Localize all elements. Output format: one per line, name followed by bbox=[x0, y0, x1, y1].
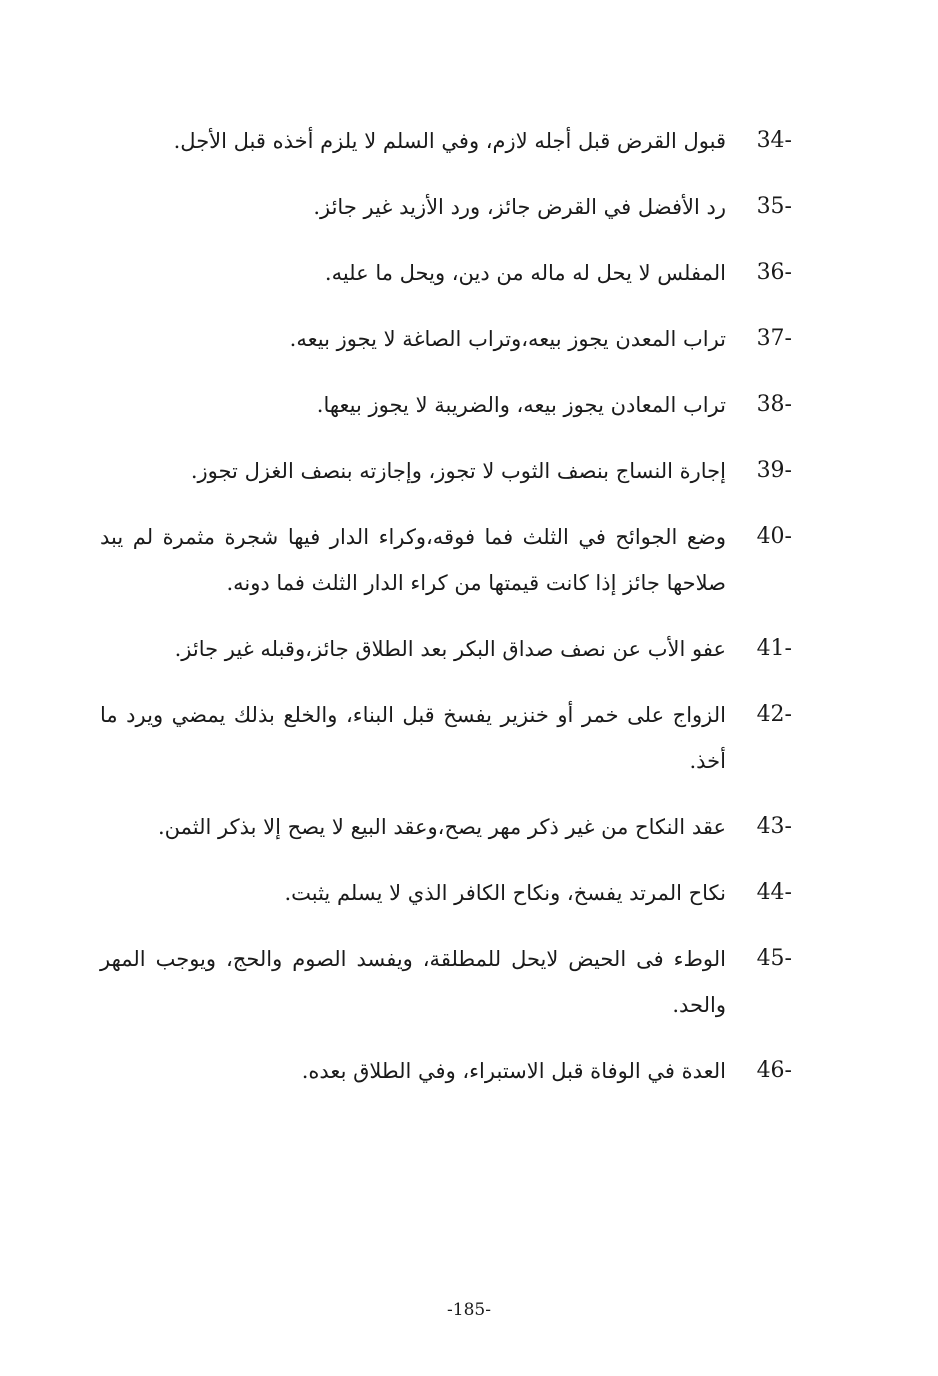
list-item bbox=[100, 118, 792, 164]
item-number: 37- bbox=[756, 326, 792, 351]
item-number: 36- bbox=[756, 260, 792, 285]
item-text: تراب المعادن يجوز بيعه، والضريبة لا يجوز بيعها. bbox=[316, 393, 726, 417]
item-number: 42- bbox=[756, 702, 792, 727]
list-item bbox=[100, 184, 792, 230]
item-number: 45- bbox=[756, 946, 792, 971]
item-number: 46- bbox=[756, 1058, 792, 1083]
item-number: 43- bbox=[756, 814, 792, 839]
page-number: -185- bbox=[447, 1300, 491, 1320]
list-item bbox=[100, 1048, 792, 1094]
item-text: الوطء فى الحيض لايحل للمطلقة، ويفسد الصوم والحج، ويوجب المهر والحد. bbox=[100, 947, 726, 1017]
item-text: إجارة النساج بنصف الثوب لا تجوز، وإجازته بنصف الغزل تجوز. bbox=[190, 459, 726, 483]
list-item bbox=[100, 316, 792, 362]
item-text: الزواج على خمر أو خنزير يفسخ قبل البناء، والخلع بذلك يمضي ويرد ما أخذ. bbox=[100, 703, 726, 773]
item-text: العدة في الوفاة قبل الاستبراء، وفي الطلاق بعده. bbox=[301, 1059, 726, 1083]
item-number: 39- bbox=[756, 458, 792, 483]
list-item bbox=[100, 448, 792, 494]
item-text: عفو الأب عن نصف صداق البكر بعد الطلاق جائز،وقبله غير جائز. bbox=[174, 637, 726, 661]
item-number: 40- bbox=[756, 524, 792, 549]
list-item bbox=[100, 870, 792, 916]
item-text: رد الأفضل في القرض جائز، ورد الأزيد غير جائز. bbox=[313, 195, 726, 219]
item-number: 44- bbox=[756, 880, 792, 905]
item-text: تراب المعدن يجوز بيعه،وتراب الصاغة لا يجوز بيعه. bbox=[289, 327, 726, 351]
item-text: قبول القرض قبل أجله لازم، وفي السلم لا يلزم أخذه قبل الأجل. bbox=[173, 129, 726, 153]
item-text: وضع الجوائح في الثلث فما فوقه،وكراء الدار فيها شجرة مثمرة لم يبد صلاحها جائز إذا كانت قيمتها من كراء الدار الثلث فما دونه. bbox=[100, 525, 726, 595]
list-item bbox=[100, 250, 792, 296]
item-number: 34- bbox=[756, 128, 792, 153]
list-item bbox=[100, 626, 792, 672]
item-text: نكاح المرتد يفسخ، ونكاح الكافر الذي لا يسلم يثبت. bbox=[284, 881, 726, 905]
rules-list bbox=[100, 118, 792, 1114]
item-number: 41- bbox=[756, 636, 792, 661]
list-item bbox=[100, 804, 792, 850]
item-text: المفلس لا يحل له ماله من دين، ويحل ما عليه. bbox=[324, 261, 726, 285]
list-item bbox=[100, 382, 792, 428]
item-number: 35- bbox=[756, 194, 792, 219]
list-item bbox=[100, 692, 792, 784]
list-item bbox=[100, 514, 792, 606]
item-text: عقد النكاح من غير ذكر مهر يصح،وعقد البيع لا يصح إلا بذكر الثمن. bbox=[157, 815, 726, 839]
item-number: 38- bbox=[756, 392, 792, 417]
list-item bbox=[100, 936, 792, 1028]
